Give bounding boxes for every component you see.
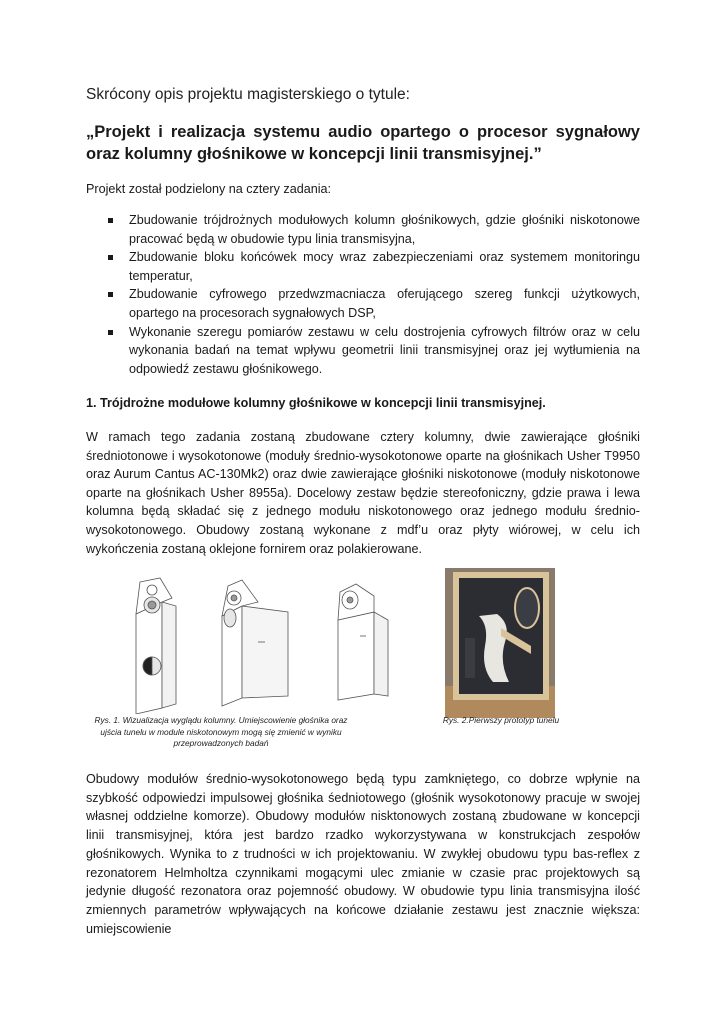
bullet-icon — [108, 218, 113, 223]
task-list — [86, 211, 640, 378]
bullet-icon — [108, 255, 113, 260]
bullet-icon — [108, 330, 113, 335]
intro-line: Skrócony opis projektu magisterskiego o tytule: — [86, 86, 410, 103]
prototype-tunnel-photo — [445, 568, 555, 718]
figure-1-caption: Rys. 1. Wizualizacja wyglądu kolumny. Umiejscowienie głośnika oraz ujścia tunelu w module niskotonowym mogą się zmienić w wyniku przeprowadzonych badań — [94, 715, 348, 748]
section-paragraph-1: W ramach tego zadania zostaną zbudowane cztery kolumny, dwie zawierające głośniki średniotonowe i wysokotonowe (moduły średnio-wysokotonowe oparte na głośnikach Usher T9950 oraz Aurum Cantus AC-130Mk2) oraz dwie zawierające głośniki niskotonowe (moduły niskotonowe oparte na głośnikach Usher 8955a). Docelowy zestaw będzie stereofoniczny, gdzie prawa i lewa kolumna będą składać się z jednego modułu niskotonowego oraz jednego modułu średnio-wysokotonowego. Obudowy zostaną wykonane z mdf’u oraz płyty wiórowej, w celu ich wykończenia zostaną oklejone fornirem oraz polakierowane. — [86, 430, 640, 556]
section-heading: 1. Trójdrożne modułowe kolumny głośnikowe w koncepcji linii transmisyjnej. — [86, 396, 546, 410]
bullet-icon — [108, 292, 113, 297]
list-item: Zbudowanie bloku końcówek mocy wraz zabezpieczeniami oraz systemem monitoringu temperatur, — [86, 248, 640, 285]
project-title: „Projekt i realizacja systemu audio opartego o procesor sygnałowy oraz kolumny głośnikowe w koncepcji linii transmisyjnej.” — [86, 123, 640, 163]
list-item: Wykonanie szeregu pomiarów zestawu w celu dostrojenia cyfrowych filtrów oraz w celu wykonania badań na temat wpływu geometrii linii transmisyjnej oraz jej wytłumienia na odpowiedź zestawu głośnikowego. — [86, 323, 640, 379]
figure-2-caption: Rys. 2.Pierwszy prototyp tunelu — [442, 715, 560, 725]
section-paragraph-2: Obudowy modułów średnio-wysokotonowego będą typu zamkniętego, co dobrze wpłynie na szybkość odpowiedzi impulsowej głośnika śedniotowego (głośnik wysokotonowy pracuje w swojej własnej oddzielne komorze). Obudowy modułów nisktonowych zostaną zbudowane w koncepcji linii transmisyjnej, która jest bardzo rzadko wykorzystywana w konstrukcjach zespołów głośnikowych. Wynika to z trudności w ich projektowaniu. W zwykłej obudowu typu bas-reflex z rezonatorem Helmholtza czynnikami mogącymi ulec zmianie w czasie prac projektowych są jedynie długość rezonatora oraz pojemność obudowy. W obudowie typu linia transmisyjna ilość zmiennych parametrów wpływających na końcowe działanie zestawu jest znacznie większa: umiejscowienie — [86, 772, 640, 936]
tasks-intro: Projekt został podzielony na cztery zadania: — [86, 182, 332, 196]
list-item: Zbudowanie cyfrowego przedwzmacniacza oferującego szereg funkcji użytkowych, opartego na procesorach sygnałowych DSP, — [86, 285, 640, 322]
list-item: Zbudowanie trójdrożnych modułowych kolumn głośnikowych, gdzie głośniki niskotonowe pracować będą w obudowie typu linia transmisyjna, — [86, 211, 640, 248]
speaker-visualisation-image — [130, 576, 394, 714]
